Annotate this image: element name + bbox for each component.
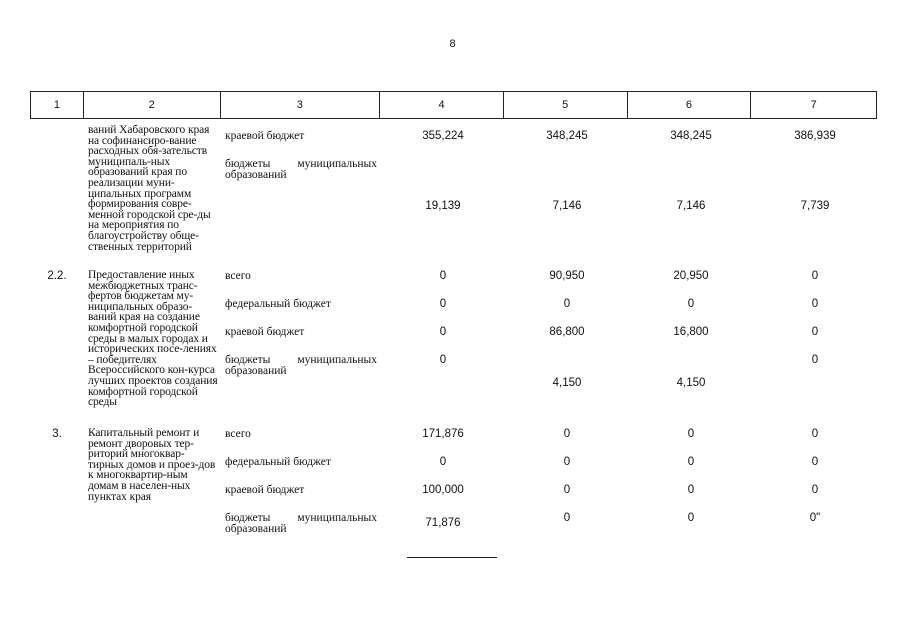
cell-col-7: 0 <box>811 484 819 496</box>
cell-col-5: 0 <box>563 456 571 468</box>
row-description: ваний Хабаровского края на софинансиро-вание расходных обя-зательств муниципаль-ных образований края по реализации муни-ципальных программ формирования совре-менной городской сре-ды на мероприятия по благоустройству обще-ственных территорий <box>88 124 211 253</box>
cell-col-5: 348,245 <box>546 130 588 142</box>
cell-col-5: 0 <box>563 298 571 310</box>
cell-col-5: 90,950 <box>549 270 585 282</box>
row-source: бюджеты муниципальных образований <box>225 512 377 535</box>
cell-col-6: 7,146 <box>676 200 706 212</box>
cell-col-6: 4,150 <box>676 377 706 389</box>
cell-col-4: 71,876 <box>425 517 461 529</box>
row-description: Капитальный ремонт и ремонт дворовых тер-риторий многоквар-тирных домов и проез-дов к многоквартир-ным домам в населен-ных пунктах края <box>88 427 216 503</box>
page-number: 8 <box>449 38 456 50</box>
cell-col-7: 0 <box>811 456 819 468</box>
row-source: краевой бюджет <box>225 130 305 142</box>
cell-col-5: 0 <box>563 484 571 496</box>
header-col-4: 4 <box>380 92 504 118</box>
cell-col-7: 7,739 <box>800 200 830 212</box>
header-col-2: 2 <box>84 92 221 118</box>
cell-col-6: 0 <box>687 428 695 440</box>
cell-col-6: 0 <box>687 456 695 468</box>
cell-col-6: 16,800 <box>673 326 709 338</box>
row-description: Предоставление иных межбюджетных транс-фертов бюджетам му-ниципальных образо-ваний края на создание комфортной городской среды в малых городах и исторических посе-лениях – победителях Всероссийского кон-курса лучших проектов создания комфортной городской среды <box>88 269 218 409</box>
cell-col-7: 386,939 <box>794 130 836 142</box>
cell-col-6: 348,245 <box>670 130 712 142</box>
cell-col-4: 0 <box>439 298 447 310</box>
cell-col-7: 0 <box>811 428 819 440</box>
row-source: всего <box>225 428 251 440</box>
cell-col-7: 0 <box>811 270 819 282</box>
cell-col-6: 20,950 <box>673 270 709 282</box>
cell-col-5: 0 <box>563 428 571 440</box>
cell-col-6: 0 <box>687 298 695 310</box>
cell-col-4: 0 <box>439 456 447 468</box>
cell-col-7: 0" <box>809 512 821 524</box>
row-source: бюджеты муниципальных образований <box>225 354 377 377</box>
cell-col-5: 0 <box>563 512 571 524</box>
row-source: краевой бюджет <box>225 484 305 496</box>
cell-col-4: 171,876 <box>422 428 464 440</box>
row-source: федеральный бюджет <box>225 456 331 468</box>
header-col-6: 6 <box>628 92 752 118</box>
cell-col-4: 0 <box>439 354 447 366</box>
cell-col-6: 0 <box>687 512 695 524</box>
table-header-row <box>30 91 877 119</box>
cell-col-4: 100,000 <box>422 484 464 496</box>
cell-col-4: 355,224 <box>422 130 464 142</box>
row-number: 2.2. <box>47 270 67 282</box>
cell-col-6: 0 <box>687 484 695 496</box>
cell-col-4: 19,139 <box>425 200 461 212</box>
row-source: бюджеты муниципальных образований <box>225 158 377 181</box>
cell-col-7: 0 <box>811 298 819 310</box>
footnote-divider <box>407 557 497 558</box>
cell-col-4: 0 <box>439 326 447 338</box>
row-source: федеральный бюджет <box>225 298 331 310</box>
cell-col-4: 0 <box>439 270 447 282</box>
header-col-3: 3 <box>221 92 381 118</box>
header-col-5: 5 <box>504 92 628 118</box>
cell-col-5: 7,146 <box>552 200 582 212</box>
cell-col-7: 0 <box>811 354 819 366</box>
cell-col-5: 86,800 <box>549 326 585 338</box>
row-source: краевой бюджет <box>225 326 305 338</box>
row-source: всего <box>225 270 251 282</box>
cell-col-5: 4,150 <box>552 377 582 389</box>
row-number: 3. <box>52 428 62 440</box>
header-col-7: 7 <box>810 99 817 111</box>
header-col-1: 1 <box>31 92 84 118</box>
cell-col-7: 0 <box>811 326 819 338</box>
